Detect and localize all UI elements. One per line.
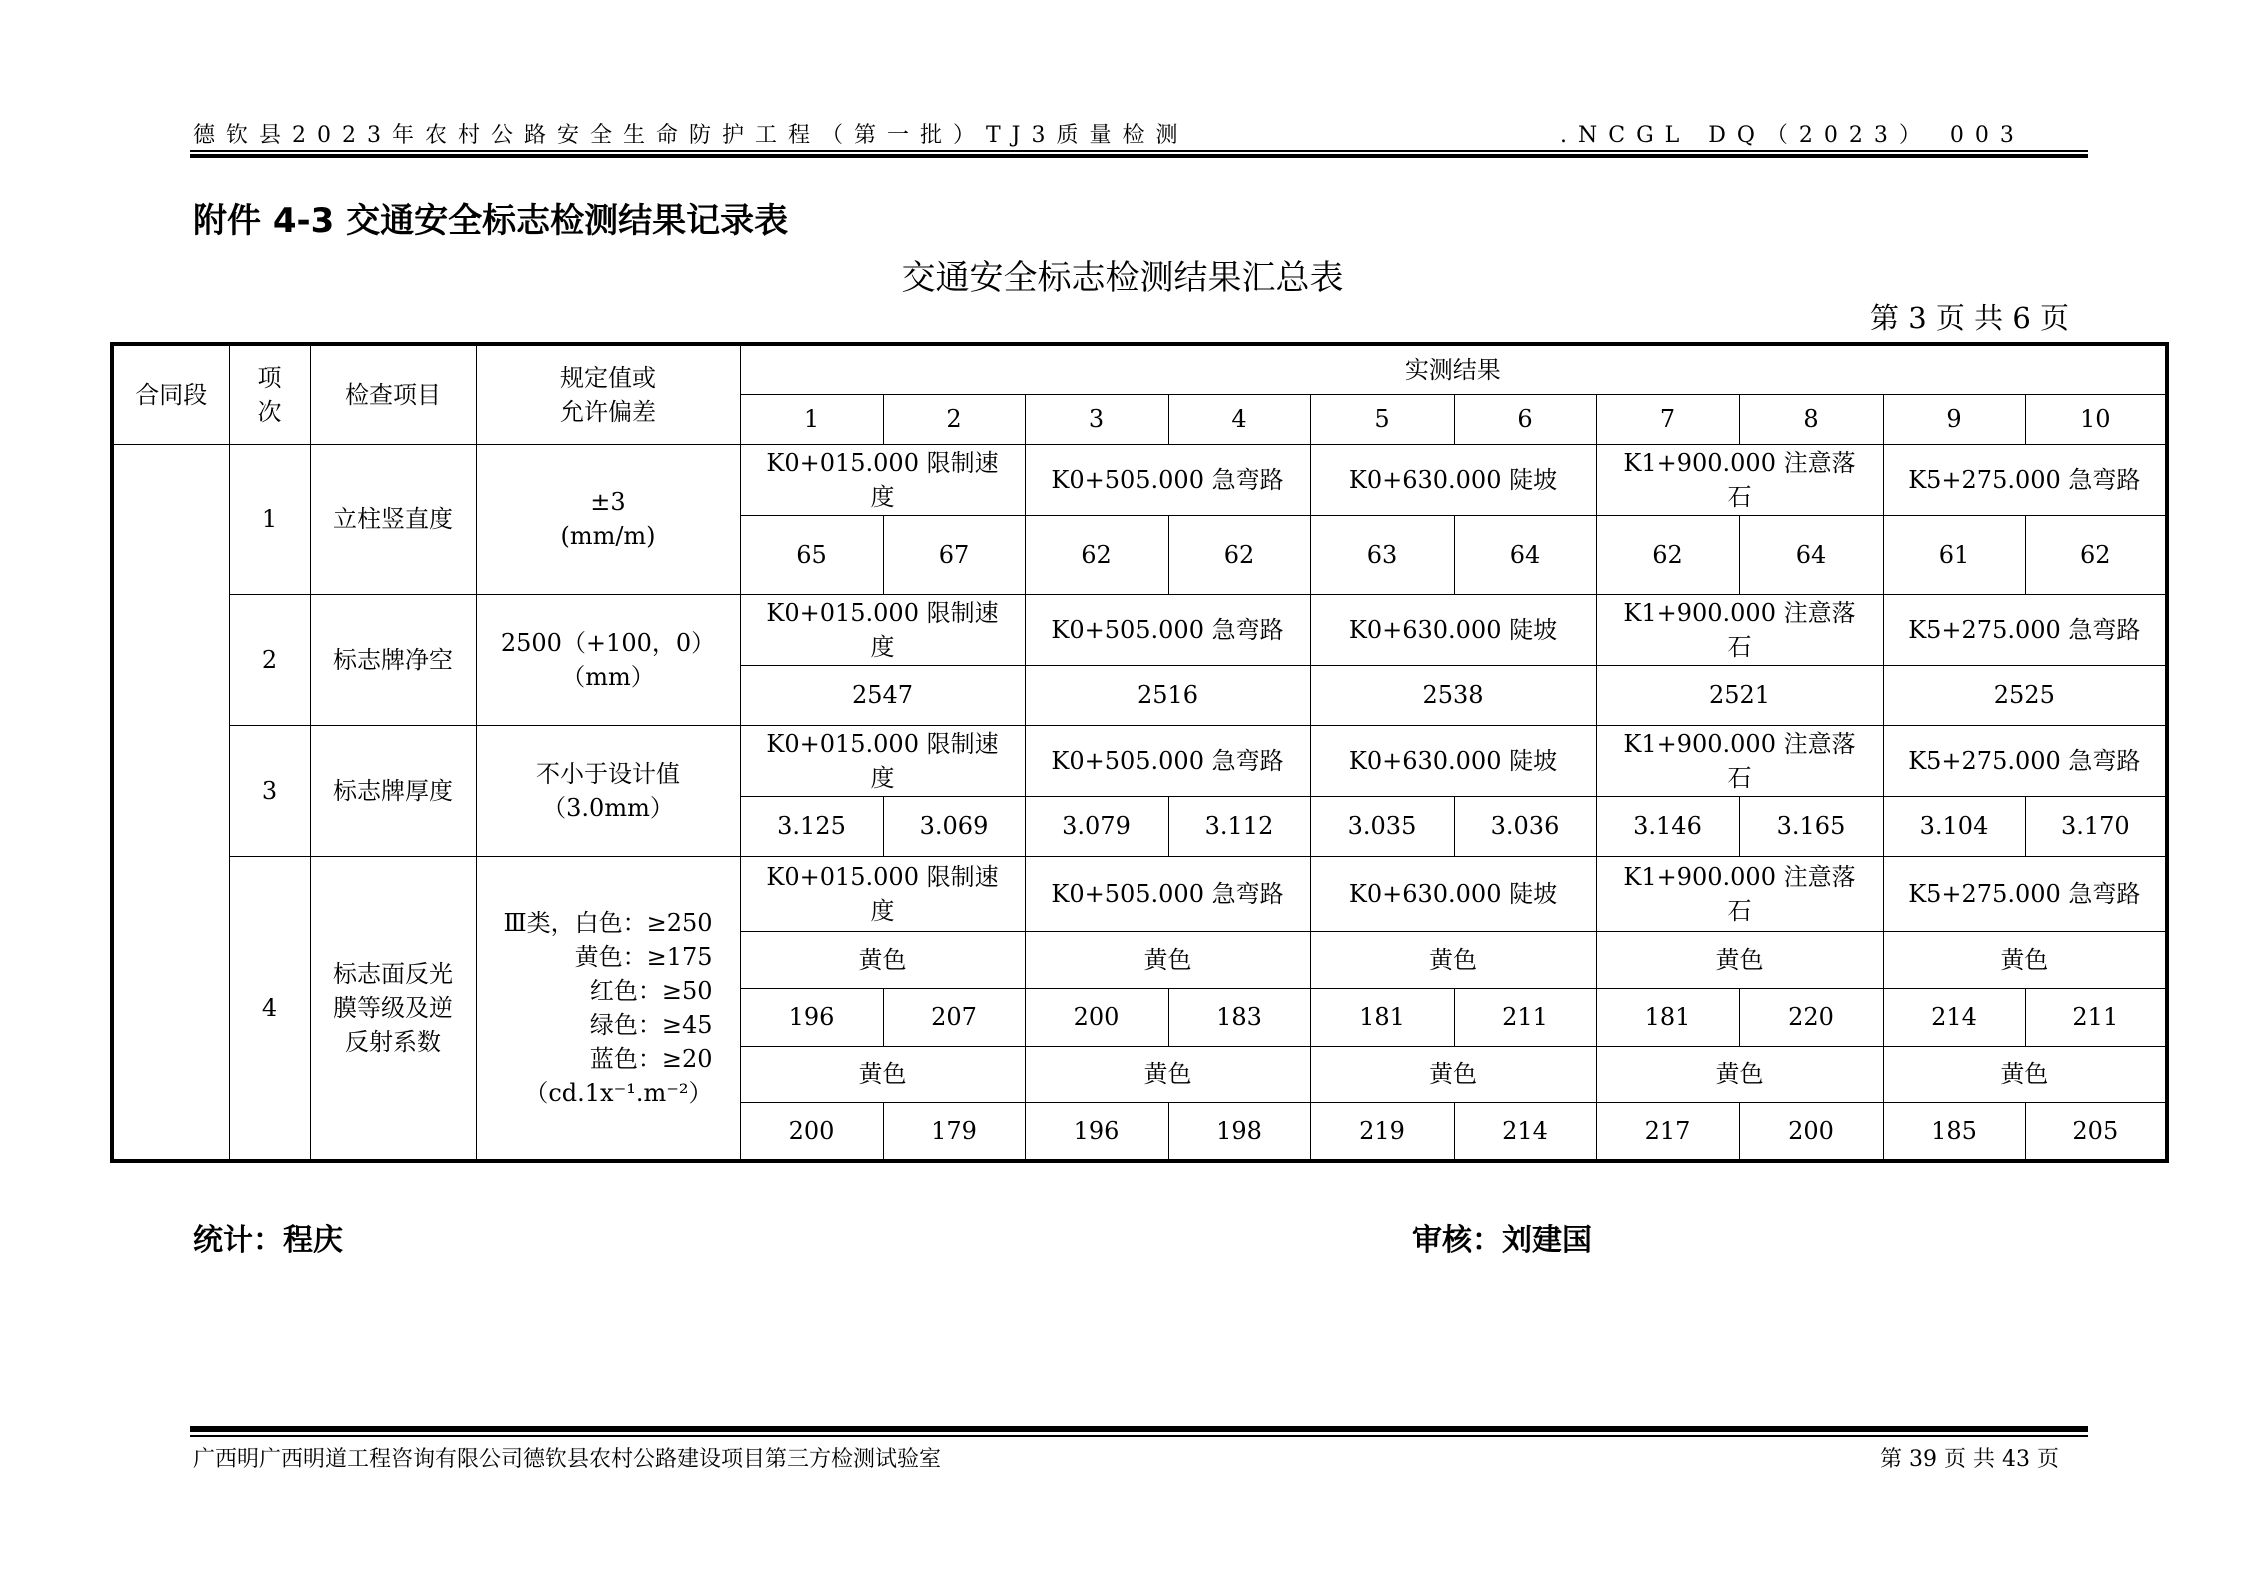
header-rule-thick [190,154,2088,158]
value-cell: 62 [1025,515,1168,594]
location-cell: K5+275.000 急弯路 [1883,856,2167,931]
header-col-5: 5 [1310,394,1454,444]
header-spec: 规定值或 允许偏差 [476,344,740,444]
location-cell: K1+900.000 注意落石 [1596,725,1883,796]
value-cell: 196 [1025,1102,1168,1161]
header-item-no: 项 次 [229,344,310,444]
spec-line: 红色：≥50 [589,976,713,1005]
header-code: .NCGL DQ（2023） 003 [1560,123,2025,148]
spec-lines [503,906,712,1110]
location-cell: K0+505.000 急弯路 [1025,725,1310,796]
location-cell: K0+505.000 急弯路 [1025,594,1310,665]
spec-line: 绿色：≥45 [589,1010,713,1039]
value-cell: 黄色 [740,931,1025,988]
value-cell: 2538 [1310,665,1596,725]
location-cell: K0+015.000 限制速度 [740,594,1025,665]
spec-line: 黄色：≥175 [574,942,713,971]
header-col-6: 6 [1454,394,1596,444]
contract-section-cell [112,444,229,1161]
header-project: 德钦县2023年农村公路安全生命防护工程（第一批）TJ3质量检测 [193,123,1189,148]
location-cell: K1+900.000 注意落石 [1596,856,1883,931]
table-row [112,344,2167,394]
value-cell: 179 [883,1102,1025,1161]
value-cell: 63 [1310,515,1454,594]
value-cell: 67 [883,515,1025,594]
spec-line: Ⅲ类，白色：≥250 [503,908,713,937]
item-spec: ±3 (mm/m) [476,444,740,594]
value-cell: 200 [740,1102,883,1161]
value-cell: 62 [1168,515,1310,594]
value-cell: 61 [1883,515,2025,594]
item-no: 2 [229,594,310,725]
value-cell: 198 [1168,1102,1310,1161]
table-row [112,856,2167,931]
location-cell: K5+275.000 急弯路 [1883,725,2167,796]
value-cell: 64 [1739,515,1883,594]
footer-rule-thick [190,1426,2088,1432]
table-page-info: 第 3 页 共 6 页 [1870,301,2069,335]
table-title: 交通安全标志检测结果汇总表 [901,258,1344,298]
spec-line: 蓝色：≥20 [589,1044,713,1073]
value-cell: 3.035 [1310,796,1454,856]
header-col-1: 1 [740,394,883,444]
footer-rule [190,1435,2088,1437]
value-cell: 181 [1310,988,1454,1046]
value-cell: 黄色 [1310,1046,1596,1102]
value-cell: 62 [1596,515,1739,594]
table-row [112,725,2167,796]
value-cell: 207 [883,988,1025,1046]
value-cell: 200 [1739,1102,1883,1161]
item-spec: 2500（+100，0） （mm） [476,594,740,725]
item-no: 4 [229,856,310,1161]
value-cell: 2521 [1596,665,1883,725]
header-check-item: 检查项目 [310,344,476,444]
value-cell: 3.125 [740,796,883,856]
location-cell: K5+275.000 急弯路 [1883,594,2167,665]
value-cell: 211 [1454,988,1596,1046]
value-cell: 3.165 [1739,796,1883,856]
value-cell: 62 [2025,515,2167,594]
location-cell: K1+900.000 注意落石 [1596,444,1883,515]
value-cell: 3.036 [1454,796,1596,856]
location-cell: K0+630.000 陡坡 [1310,444,1596,515]
location-cell: K0+630.000 陡坡 [1310,725,1596,796]
spec-line: （cd.1x⁻¹.m⁻²） [524,1078,713,1107]
value-cell: 65 [740,515,883,594]
location-cell: K0+015.000 限制速度 [740,725,1025,796]
value-cell: 黄色 [1025,931,1310,988]
value-cell: 200 [1025,988,1168,1046]
value-cell: 211 [2025,988,2167,1046]
value-cell: 183 [1168,988,1310,1046]
value-cell: 黄色 [740,1046,1025,1102]
value-cell: 3.146 [1596,796,1739,856]
footer-organization: 广西明广西明道工程咨询有限公司德钦县农村公路建设项目第三方检测试验室 [193,1447,942,1472]
header-measured-results: 实测结果 [740,344,2167,394]
item-name: 标志牌厚度 [310,725,476,856]
attachment-title: 附件 4-3 交通安全标志检测结果记录表 [193,201,789,241]
header-col-7: 7 [1596,394,1739,444]
value-cell: 黄色 [1883,1046,2167,1102]
value-cell: 3.069 [883,796,1025,856]
results-table [110,342,2169,1163]
header-col-9: 9 [1883,394,2025,444]
value-cell: 3.104 [1883,796,2025,856]
header-col-4: 4 [1168,394,1310,444]
value-cell: 3.079 [1025,796,1168,856]
value-cell: 3.170 [2025,796,2167,856]
statistician-signature: 统计：程庆 [193,1223,343,1258]
value-cell: 黄色 [1596,1046,1883,1102]
item-no: 3 [229,725,310,856]
value-cell: 黄色 [1596,931,1883,988]
header-col-8: 8 [1739,394,1883,444]
location-cell: K0+505.000 急弯路 [1025,856,1310,931]
value-cell: 2516 [1025,665,1310,725]
value-cell: 196 [740,988,883,1046]
location-cell: K0+630.000 陡坡 [1310,594,1596,665]
location-cell: K0+015.000 限制速度 [740,444,1025,515]
value-cell: 黄色 [1883,931,2167,988]
location-cell: K0+015.000 限制速度 [740,856,1025,931]
table-row [112,594,2167,665]
auditor-signature: 审核：刘建国 [1412,1223,1592,1258]
header-col-2: 2 [883,394,1025,444]
location-cell: K0+630.000 陡坡 [1310,856,1596,931]
table-row [112,444,2167,515]
item-spec: 不小于设计值 （3.0mm） [476,725,740,856]
value-cell: 3.112 [1168,796,1310,856]
value-cell: 黄色 [1025,1046,1310,1102]
header-col-10: 10 [2025,394,2167,444]
item-spec [476,856,740,1161]
item-name: 立柱竖直度 [310,444,476,594]
location-cell: K0+505.000 急弯路 [1025,444,1310,515]
footer-page-number: 第 39 页 共 43 页 [1880,1447,2059,1472]
value-cell: 214 [1454,1102,1596,1161]
item-name: 标志面反光 膜等级及逆 反射系数 [310,856,476,1161]
value-cell: 214 [1883,988,2025,1046]
header-rule [190,150,2088,152]
location-cell: K5+275.000 急弯路 [1883,444,2167,515]
item-name: 标志牌净空 [310,594,476,725]
header-contract-section: 合同段 [112,344,229,444]
value-cell: 2525 [1883,665,2167,725]
value-cell: 64 [1454,515,1596,594]
item-no: 1 [229,444,310,594]
location-cell: K1+900.000 注意落石 [1596,594,1883,665]
value-cell: 185 [1883,1102,2025,1161]
value-cell: 181 [1596,988,1739,1046]
header-col-3: 3 [1025,394,1168,444]
value-cell: 219 [1310,1102,1454,1161]
value-cell: 220 [1739,988,1883,1046]
value-cell: 2547 [740,665,1025,725]
value-cell: 黄色 [1310,931,1596,988]
value-cell: 217 [1596,1102,1739,1161]
value-cell: 205 [2025,1102,2167,1161]
